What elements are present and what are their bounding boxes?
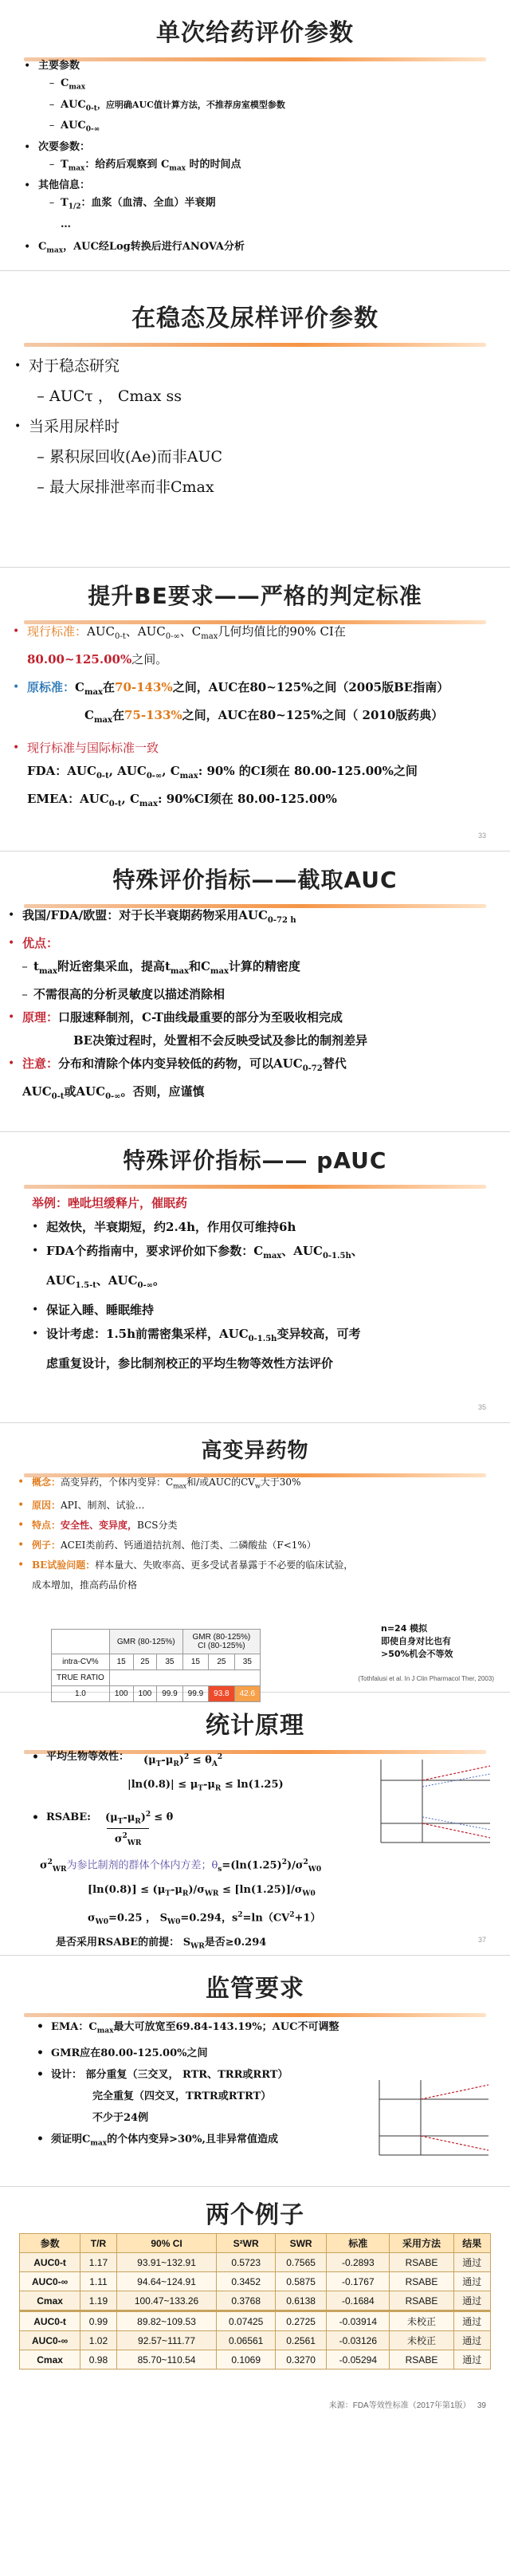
- list-item: FDA：$AUC_{0-t}$, $AUC_{0-\infty}$, $C_{max}$: 90% 的CI须在 80.00-125.00%之间: [27, 764, 418, 781]
- slide-title: 高变异药物: [201, 1439, 309, 1463]
- slide-body: [13, 620, 491, 816]
- table-cell: 0.5723: [217, 2253, 276, 2272]
- table-cell: 0.2725: [275, 2311, 326, 2331]
- column-header: 参数: [20, 2234, 80, 2253]
- list-item: • 平均生物等效性： $(\mu_T-\mu_R)^2 \le \theta_A^2$: [32, 1751, 223, 1768]
- table-cell: 93.91~132.91: [116, 2253, 217, 2272]
- table-cell: 85.70~110.54: [116, 2350, 217, 2370]
- slide-body: [8, 904, 491, 1108]
- scaled-limit-plot: [373, 2075, 492, 2163]
- list-item: • 例子：ACEI类前药、钙通道拮抗剂、他汀类、二磷酸盐（F<1%）: [18, 1539, 316, 1552]
- list-item: $\sigma_{W0}=0.25$ ， $S_{W0}=0.294$，$s^2=\ln(CV^2+1)$: [88, 1910, 321, 1926]
- table-cell: 1.02: [80, 2331, 116, 2350]
- list-item: …: [61, 218, 71, 230]
- slide-body: [24, 57, 491, 260]
- slide-title: 特殊评价指标——截取AUC: [112, 867, 398, 893]
- table-cell: 通过: [453, 2331, 490, 2350]
- list-item: • 我国/FDA/欧盟：对于长半衰期药物采用$AUC_{0-72 h}$: [8, 908, 296, 925]
- slide-title: 特殊评价指标—— pAUC: [123, 1147, 387, 1174]
- table-cell: 89.82~109.53: [116, 2311, 217, 2331]
- column-header: 采用方法: [390, 2234, 453, 2253]
- table-cell: 0.98: [80, 2350, 116, 2370]
- slide-body: [18, 1473, 491, 1595]
- list-item: 80.00~125.00%之间。: [27, 652, 168, 667]
- table-cell: -0.1684: [327, 2291, 390, 2311]
- list-item: – 不需很高的分析灵敏度以描述消除相: [22, 987, 226, 1001]
- table-cell: 0.3452: [217, 2272, 276, 2291]
- slide-regulatory: [0, 1956, 510, 2187]
- table-cell: 0.6138: [275, 2291, 326, 2311]
- examples-table: [19, 2233, 491, 2370]
- slide-title: 两个例子: [206, 2201, 304, 2229]
- slide-body: [32, 1191, 491, 1375]
- slide-truncated-auc: [0, 851, 510, 1132]
- table-cell: -0.2893: [327, 2253, 390, 2272]
- table-cell: -0.1767: [327, 2272, 390, 2291]
- column-header: S²WR: [217, 2234, 276, 2253]
- page-number: 33: [477, 832, 486, 840]
- examples-table-body: [20, 2253, 491, 2370]
- list-item: – 最大尿排泄率而非Cmax: [37, 478, 214, 496]
- list-item: • 主要参数: [24, 60, 80, 73]
- list-item: • 其他信息：: [24, 179, 91, 193]
- table-cell: 0.06561: [217, 2331, 276, 2350]
- table-cell: 通过: [453, 2311, 490, 2331]
- table-cell: 92.57~111.77: [116, 2331, 217, 2350]
- list-item: $C_{max}$在75-133%之间，AUC在80~125%之间（ 2010版药典）: [84, 708, 444, 725]
- table-cell: 94.64~124.91: [116, 2272, 217, 2291]
- gmr-simulation-table: [51, 1629, 261, 1702]
- table-row: intra-CV% 15 25 35 15 25 35: [52, 1654, 261, 1670]
- list-item: • BE试验问题：样本量大、失败率高、更多受试者暴露于不必要的临床试验，: [18, 1559, 354, 1572]
- table-cell: AUC0-∞: [20, 2272, 80, 2291]
- list-item: BE决策过程时，处置相不会反映受试及参比的制剂差异: [73, 1033, 368, 1048]
- table-row: [20, 2331, 491, 2350]
- list-item: • FDA个药指南中，要求评价如下参数：$C_{max}$、$AUC_{0-1.5h}$、: [32, 1244, 363, 1260]
- table-cell: 0.07425: [217, 2311, 276, 2331]
- list-item: • 原理：口服速释制剂，C-T曲线最重要的部分为至吸收相完成: [8, 1010, 343, 1025]
- table-cell: 1.19: [80, 2291, 116, 2311]
- list-item: – AUCτ ， Cmax ss: [37, 387, 182, 405]
- list-item: $AUC_{1.5-t}$、$AUC_{0-\infty}$。: [46, 1273, 165, 1290]
- table-cell: 1.11: [80, 2272, 116, 2291]
- list-item: – $AUC_{0-t}$，应明确AUC值计算方法，不推荐房室模型参数: [49, 98, 285, 113]
- list-item: – $t_{max}$附近密集采血，提高$t_{max}$和$C_{max}$计算的精密度: [22, 959, 300, 976]
- page-number: 35: [477, 1403, 486, 1411]
- list-item: • EMA：$C_{max}$最大可放宽至69.84-143.19%；AUC不可调整: [37, 2020, 339, 2035]
- table-cell: -0.05294: [327, 2350, 390, 2370]
- table-cell: 未校正: [390, 2311, 453, 2331]
- table-cell: 0.7565: [275, 2253, 326, 2272]
- list-item: • GMR应在80.00-125.00%之间: [37, 2046, 208, 2059]
- table-header-row: [20, 2234, 491, 2253]
- column-header: 结果: [453, 2234, 490, 2253]
- list-item: • 现行标准：$AUC_{0-t}$、$AUC_{0-\infty}$、$C_{max}$几何均值比的90% CI在: [13, 624, 346, 641]
- list-item: • 特点：安全性、变异度，BCS分类: [18, 1519, 178, 1532]
- list-item: • 设计考虑：1.5h前需密集采样，$AUC_{0-1.5h}$变异较高，可考: [32, 1327, 361, 1343]
- list-item: $[\ln(0.8)] \le (\mu_T-\mu_R)/\sigma_{WR} \le [\ln(1.25)]/\sigma_{W0}$: [88, 1884, 316, 1898]
- simulation-note: n=24 模拟 即使自身对比也有 >50%机会不等效: [381, 1623, 453, 1659]
- list-item: • $C_{max}$，AUC经Log转换后进行ANOVA分析: [24, 240, 245, 255]
- slide-title: 单次给药评价参数: [156, 19, 354, 47]
- list-item: EMEA：$AUC_{0-t}$, $C_{max}$: 90%CI须在 80.00-125.00%: [27, 792, 337, 808]
- table-cell: AUC0-∞: [20, 2331, 80, 2350]
- list-item: • 优点：: [8, 936, 59, 950]
- title-rule: [24, 1185, 486, 1189]
- list-item: • 注意：分布和清除个体内变异较低的药物，可以$AUC_{0-72}$替代: [8, 1056, 347, 1073]
- table-header: GMR (80-125%) CI (80-125%): [182, 1630, 260, 1654]
- slide-title: 统计原理: [206, 1712, 304, 1740]
- table-cell: 0.5875: [275, 2272, 326, 2291]
- list-item: • 次要参数：: [24, 140, 91, 154]
- table-cell: AUC0-t: [20, 2311, 80, 2331]
- page-number: 37: [477, 1936, 486, 1944]
- list-item: 虑重复设计，参比制剂校正的平均生物等效性方法评价: [46, 1356, 334, 1371]
- list-item: • 概念：高变异药，个体内变异：$C_{max}$和/或AUC的$CV_w$大于30%: [18, 1476, 301, 1490]
- list-item: – $T_{max}$：给药后观察到 $C_{max}$ 时的时间点: [49, 158, 241, 173]
- list-item: – $T_{1/2}$：血浆（血清、全血）半衰期: [49, 197, 216, 211]
- list-item: – $C_{max}$: [49, 77, 86, 92]
- list-item: 完全重复（四交叉，TRTR或RTRT）: [92, 2090, 272, 2102]
- citation: (Tothfalusi et al. In J Clin Pharmacol Ther, 2003): [358, 1675, 494, 1682]
- table-cell: 0.99: [80, 2311, 116, 2331]
- table-cell: 通过: [453, 2253, 490, 2272]
- list-item: $AUC_{0-t}$或$AUC_{0-\infty}$。否则，应谨慎: [22, 1084, 205, 1101]
- table-cell: Cmax: [20, 2291, 80, 2311]
- table-cell: 未校正: [390, 2331, 453, 2350]
- slide-steady-state-urine: [0, 271, 510, 568]
- table-row: [20, 2350, 491, 2370]
- list-item: • 现行标准与国际标准一致: [13, 741, 159, 755]
- slide-pauc: [0, 1132, 510, 1423]
- table-cell: 0.3768: [217, 2291, 276, 2311]
- list-item: 不少于24例: [92, 2111, 149, 2124]
- table-row: [20, 2291, 491, 2311]
- slide-title: 提升BE要求——严格的判定标准: [88, 583, 422, 609]
- table-cell: 通过: [453, 2272, 490, 2291]
- table-row: TRUE RATIO: [52, 1670, 261, 1686]
- list-item: 是否采用RSABE的前提： $S_{WR}$是否≥0.294: [56, 1936, 267, 1951]
- table-cell: 0.3270: [275, 2350, 326, 2370]
- list-item: • 原标准：$C_{max}$在70-143%之间，AUC在80~125%之间（2005版BE指南）: [13, 680, 449, 697]
- column-header: T/R: [80, 2234, 116, 2253]
- table-header: GMR (80-125%): [109, 1630, 182, 1654]
- rsabe-limit-plot: [375, 1755, 494, 1850]
- list-item: • 当采用尿样时: [14, 418, 120, 435]
- table-cell: 1.17: [80, 2253, 116, 2272]
- list-item: – 累积尿回收(Ae)而非AUC: [37, 448, 223, 466]
- slide-title: 在稳态及尿样评价参数: [131, 305, 379, 332]
- slide-title: 监管要求: [206, 1975, 304, 2003]
- table-row: [20, 2253, 491, 2272]
- table-cell: RSABE: [390, 2272, 453, 2291]
- column-header: SWR: [275, 2234, 326, 2253]
- table-cell: 0.2561: [275, 2331, 326, 2350]
- list-item: • RSABE: $\frac{(\mu_T-\mu_R)^2}{\sigma^2_{WR}}$ ≤ θ: [32, 1807, 491, 1851]
- table-cell: -0.03126: [327, 2331, 390, 2350]
- list-item: $\sigma^2_{WR}$为参比制剂的群体个体内方差；$\theta_s=(\ln(1.25)^2)/\sigma^2_{W0}$: [40, 1858, 322, 1874]
- table-cell: 通过: [453, 2291, 490, 2311]
- table-row: [20, 2272, 491, 2291]
- list-item: • 保证入睡、睡眠维持: [32, 1303, 155, 1317]
- list-item: • 起效快，半衰期短，约2.4h，作用仅可维持6h: [32, 1220, 296, 1234]
- slide-two-examples: [0, 2187, 510, 2417]
- table-cell: AUC0-t: [20, 2253, 80, 2272]
- table-cell: RSABE: [390, 2253, 453, 2272]
- list-item: – $AUC_{0-\infty}$: [49, 120, 100, 134]
- highlight-cell: 93.8: [209, 1686, 234, 1702]
- table-cell: 0.1069: [217, 2350, 276, 2370]
- slide-strict-criteria: [0, 568, 510, 851]
- list-item: 举例：唑吡坦缓释片，催眠药: [32, 1196, 188, 1210]
- source-note: 来源：FDA等效性标准（2017年第1版） 39: [328, 2401, 486, 2410]
- column-header: 标准: [327, 2234, 390, 2253]
- slide-highly-variable-drugs: [0, 1423, 510, 1698]
- list-item: $|\ln(0.8)| \le \mu_T-\mu_R \le \ln(1.25)$: [128, 1778, 284, 1793]
- highlight-cell: 42.6: [234, 1686, 260, 1702]
- table-cell: RSABE: [390, 2291, 453, 2311]
- column-header: 90% CI: [116, 2234, 217, 2253]
- list-item: 成本增加，推高药品价格: [32, 1579, 138, 1591]
- table-cell: Cmax: [20, 2350, 80, 2370]
- slide-body: [14, 351, 491, 502]
- table-row: [20, 2311, 491, 2331]
- list-item: • 设计： 部分重复（三交叉， RTR、TRR或RRT）: [37, 2067, 288, 2081]
- slide-single-dose-params: [0, 0, 510, 271]
- list-item: • 对于稳态研究: [14, 357, 120, 375]
- list-item: • 原因：API、制剂、试验…: [18, 1499, 145, 1512]
- table-row: 1.0 100 100 99.9 99.9 93.8 42.6: [52, 1686, 261, 1702]
- table-cell: 通过: [453, 2350, 490, 2370]
- table-cell: -0.03914: [327, 2311, 390, 2331]
- slide-statistics: [0, 1693, 510, 1956]
- list-item: • 须证明$C_{max}$的个体内变异>30%,且非异常值造成: [37, 2132, 278, 2148]
- table-cell: 100.47~133.26: [116, 2291, 217, 2311]
- table-cell: RSABE: [390, 2350, 453, 2370]
- title-rule: [24, 343, 486, 347]
